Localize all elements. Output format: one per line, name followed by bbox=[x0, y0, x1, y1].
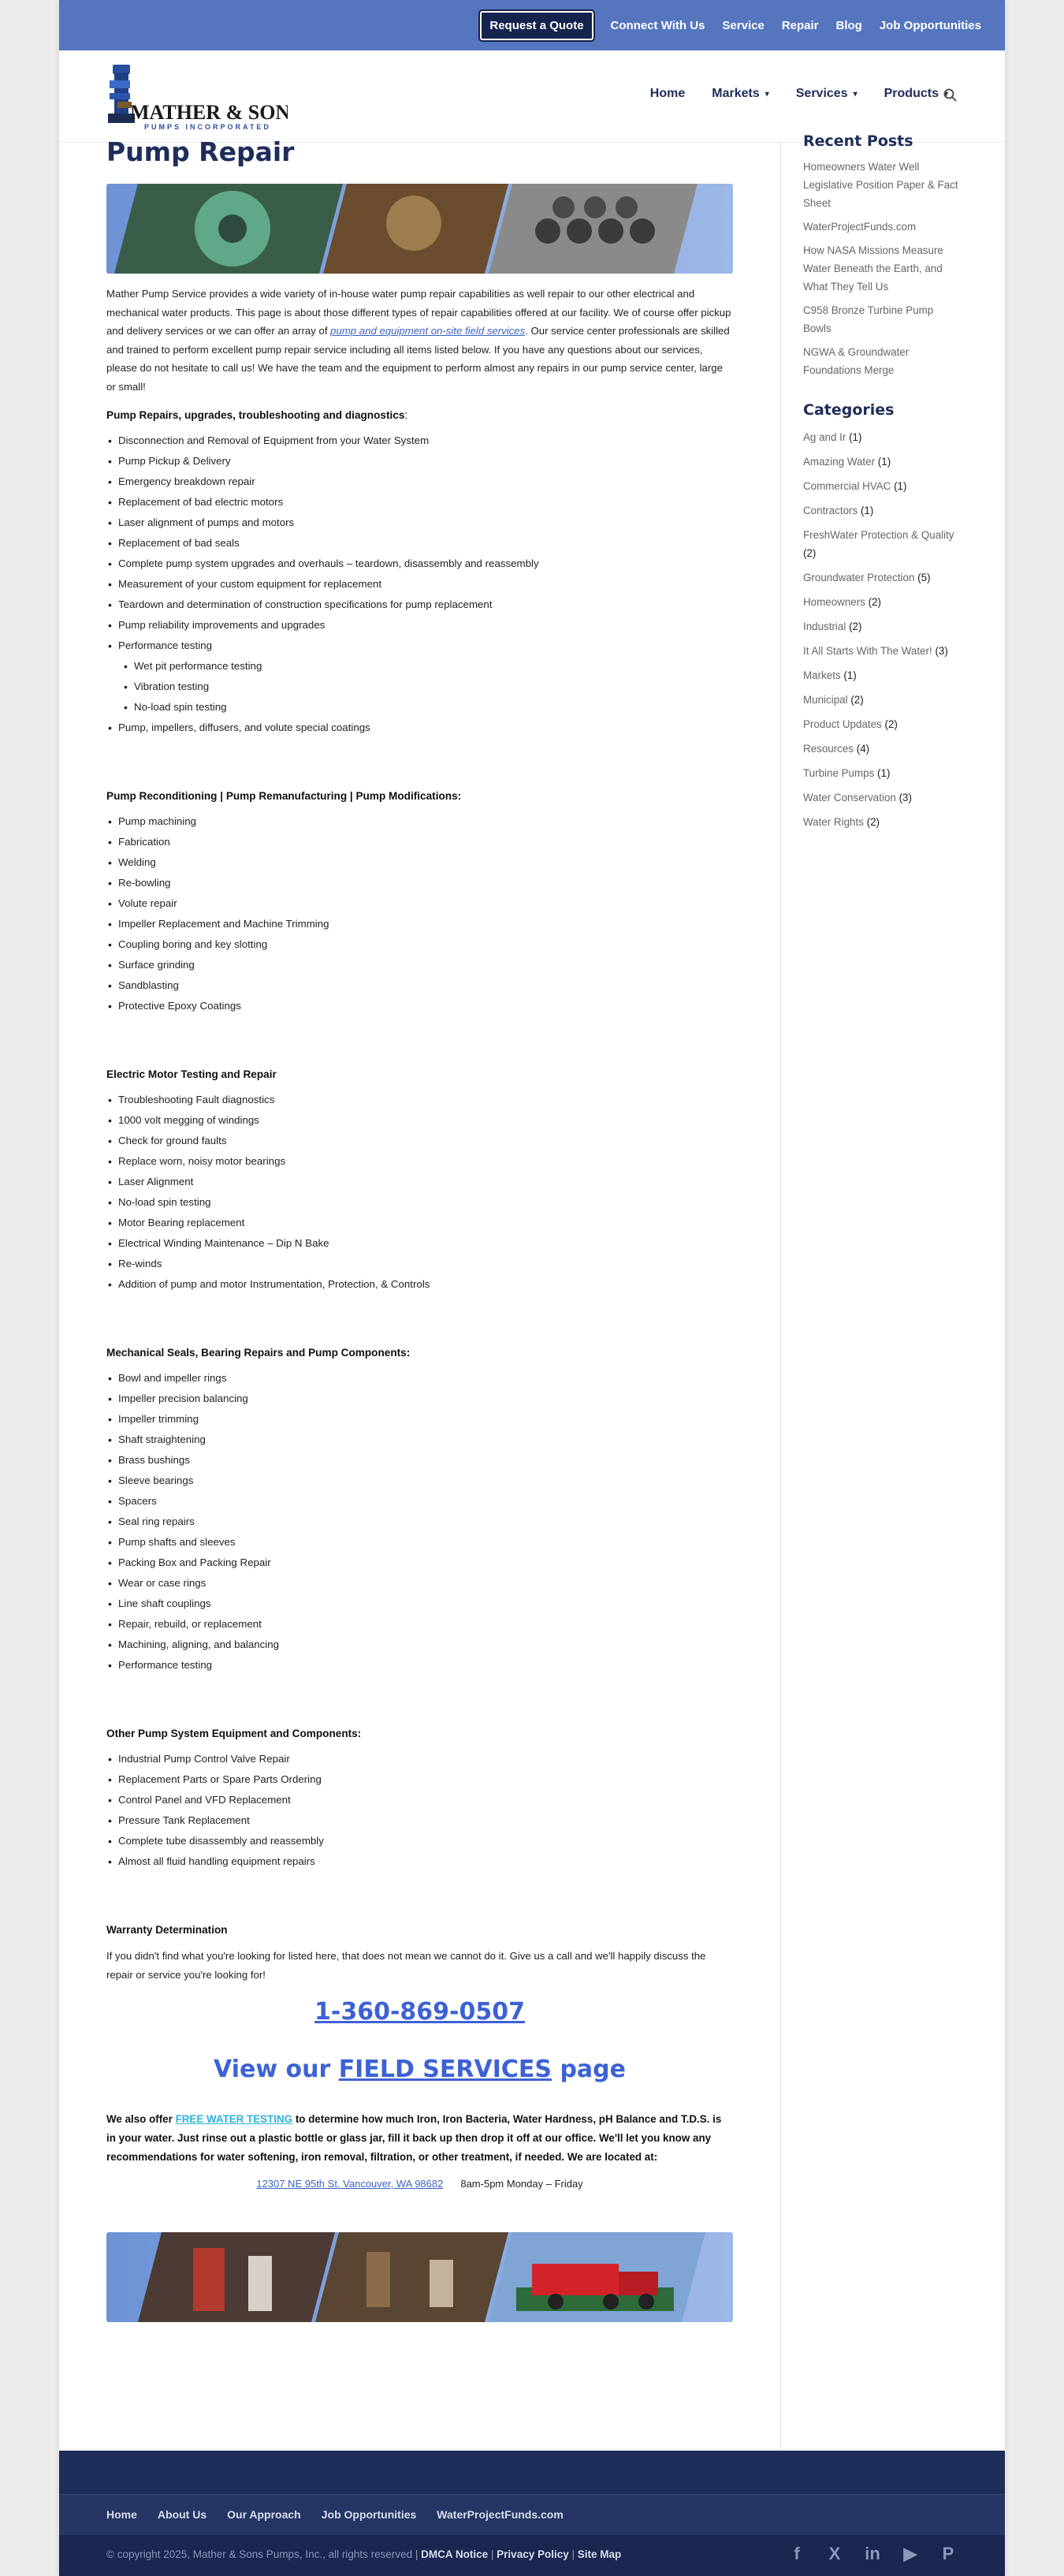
list-item: • Pump machining bbox=[118, 811, 733, 832]
list-item: • Industrial Pump Control Valve Repair bbox=[118, 1749, 733, 1769]
recent-posts-list bbox=[803, 158, 961, 379]
nav-services-label: Services bbox=[795, 87, 848, 100]
list-item: • Seal ring repairs bbox=[118, 1512, 733, 1532]
categories-title: Categories bbox=[803, 401, 895, 419]
category-item bbox=[803, 569, 961, 587]
repairs-heading-text: Pump Repairs, upgrades, troubleshooting and diagnostics bbox=[106, 409, 405, 421]
category-link[interactable]: Water Conservation bbox=[803, 792, 896, 803]
list-item: • Laser Alignment bbox=[118, 1172, 733, 1192]
category-count: (3) bbox=[935, 645, 948, 657]
footer-link-item bbox=[227, 2508, 301, 2522]
footer-link-about[interactable]: About Us bbox=[157, 2508, 207, 2521]
section-mech-heading: Mechanical Seals, Bearing Repairs and Pump Components: bbox=[106, 1347, 411, 1359]
category-link[interactable]: Water Rights bbox=[803, 816, 864, 828]
list-item: • Replacement of bad electric motors bbox=[118, 492, 733, 513]
fs-text-after: page bbox=[552, 2056, 626, 2083]
list-item: • Pump, impellers, diffusers, and volute special coatings bbox=[118, 718, 733, 738]
section-recond-heading: Pump Reconditioning | Pump Remanufacturing | Pump Modifications: bbox=[106, 790, 462, 802]
list-item: • Replacement of bad seals bbox=[118, 533, 733, 554]
category-link[interactable]: Commercial HVAC bbox=[803, 480, 891, 492]
copyright bbox=[106, 2548, 621, 2560]
category-count: (2) bbox=[866, 816, 880, 828]
list-item: • Control Panel and VFD Replacement bbox=[118, 1790, 733, 1810]
sub-list-item: • Wet pit performance testing bbox=[134, 656, 733, 677]
category-link[interactable]: Resources bbox=[803, 743, 854, 755]
banner-image-team bbox=[106, 2232, 733, 2322]
category-count: (1) bbox=[849, 431, 862, 443]
other-list bbox=[106, 1749, 733, 1872]
category-link[interactable]: Homeowners bbox=[803, 596, 865, 608]
phone-link[interactable]: 1-360-869-0507 bbox=[314, 1998, 525, 2026]
section-warranty-heading: Warranty Determination bbox=[106, 1924, 228, 1936]
page-wrapper bbox=[59, 0, 1005, 2576]
category-link[interactable]: Product Updates bbox=[803, 718, 882, 730]
list-item: • Check for ground faults bbox=[118, 1131, 733, 1151]
search-icon[interactable] bbox=[943, 88, 958, 103]
recond-list bbox=[106, 811, 733, 1016]
list-item: • Emergency breakdown repair bbox=[118, 472, 733, 492]
list-item: • Sleeve bearings bbox=[118, 1471, 733, 1491]
list-item: • Volute repair bbox=[118, 893, 733, 914]
footer-bottom-bar bbox=[59, 2535, 1005, 2576]
field-services-cta bbox=[106, 2056, 733, 2083]
list-item: • Teardown and determination of construction specifications for pump replacement bbox=[118, 595, 733, 615]
list-item: • Impeller trimming bbox=[118, 1409, 733, 1430]
phone-block bbox=[106, 1998, 733, 2026]
top-link-repair[interactable]: Repair bbox=[781, 18, 819, 32]
list-item: • Pump reliability improvements and upgrades bbox=[118, 615, 733, 636]
address-link[interactable]: 12307 NE 95th St. Vancouver, WA 98682 bbox=[256, 2178, 444, 2190]
intro-text-end: . Our service center professionals are skilled and trained to perform excellent pump repair service including all items listed below. If you have any questions about our services, please do not hesitate to call us! We have the team and the equipment to perform almost any repairs in our pump service center, large or small! bbox=[106, 325, 730, 393]
recent-posts-title: Recent Posts bbox=[803, 132, 913, 150]
footer-link-approach[interactable]: Our Approach bbox=[227, 2508, 301, 2521]
footer-link-item bbox=[158, 2508, 206, 2522]
section-motor-heading: Electric Motor Testing and Repair bbox=[106, 1068, 277, 1080]
category-count: (4) bbox=[856, 743, 870, 755]
chevron-down-icon: ▾ bbox=[765, 89, 769, 99]
category-item bbox=[803, 428, 961, 446]
categories-list bbox=[803, 428, 961, 831]
category-item bbox=[803, 526, 961, 562]
category-item bbox=[803, 477, 961, 495]
logo-text: MATHER & SONS bbox=[130, 101, 288, 124]
footer-widget-area bbox=[59, 2451, 1005, 2494]
top-nav bbox=[480, 0, 981, 50]
top-link-service[interactable]: Service bbox=[722, 18, 765, 32]
category-item bbox=[803, 813, 961, 831]
list-item: • Laser alignment of pumps and motors bbox=[118, 513, 733, 533]
nav-home[interactable] bbox=[650, 87, 685, 101]
intro-text-start: Mather Pump Service provides a wide variety of in-house water pump repair capabilities as well repair to our other electrical and mechanical water products. This page is about those different types of repair capabilities offered at our facility. We of course offer pickup and delivery services or we can offer an array of bbox=[106, 288, 731, 337]
category-item bbox=[803, 666, 961, 684]
footer-links bbox=[59, 2495, 1005, 2522]
fs-text-before: View our bbox=[214, 2056, 339, 2083]
site-header bbox=[59, 50, 1005, 143]
footer-link-jobs[interactable]: Job Opportunities bbox=[321, 2508, 417, 2521]
field-services-page-link[interactable]: FIELD SERVICES bbox=[338, 2056, 552, 2083]
nav-markets-label: Markets bbox=[712, 87, 760, 100]
category-count: (2) bbox=[803, 547, 817, 559]
list-item: • Impeller precision balancing bbox=[118, 1389, 733, 1409]
list-item: • Measurement of your custom equipment for replacement bbox=[118, 574, 733, 595]
top-link-connect[interactable]: Connect With Us bbox=[610, 18, 705, 32]
list-item: • Disconnection and Removal of Equipment from your Water System bbox=[118, 431, 733, 451]
performance-sublist bbox=[118, 656, 733, 718]
nav-products[interactable] bbox=[884, 87, 948, 101]
nav-markets[interactable] bbox=[712, 87, 769, 101]
main-content bbox=[106, 138, 733, 2322]
category-link[interactable]: Municipal bbox=[803, 694, 848, 706]
category-count: (1) bbox=[877, 767, 891, 779]
list-item: • Complete tube disassembly and reassembly bbox=[118, 1831, 733, 1851]
nav-products-label: Products bbox=[884, 87, 939, 100]
category-link[interactable]: FreshWater Protection & Quality bbox=[803, 529, 954, 541]
category-item bbox=[803, 788, 961, 807]
page-title: Pump Repair bbox=[106, 136, 295, 167]
privacy-label: Privacy Policy bbox=[497, 2548, 569, 2560]
category-link[interactable]: Amazing Water bbox=[803, 456, 876, 468]
recent-post-item[interactable] bbox=[803, 301, 961, 337]
top-bar bbox=[59, 0, 1005, 50]
list-item: • Spacers bbox=[118, 1491, 733, 1512]
list-item: • Surface grinding bbox=[118, 955, 733, 975]
list-item: • Brass bushings bbox=[118, 1450, 733, 1471]
pinterest-icon[interactable]: P bbox=[942, 2544, 954, 2563]
water-text-after: to determine how much Iron, Iron Bacteria, Water Hardness, pH Balance and T.D.S. is in your water. Just rinse out a plastic bottle or glass jar, fill it back up then drop it off at our office. We'll let you know any recommendations for water softening, iron removal, filtration, or other treatment, if needed. We are located at: bbox=[106, 2113, 722, 2163]
sub-list-item: • No-load spin testing bbox=[134, 697, 733, 718]
category-item bbox=[803, 501, 961, 520]
list-item: • Performance testing bbox=[118, 1655, 733, 1676]
category-item bbox=[803, 740, 961, 758]
list-item: • Re-winds bbox=[118, 1254, 733, 1274]
intro-paragraph bbox=[106, 285, 733, 396]
category-link[interactable]: Markets bbox=[803, 669, 841, 681]
repairs-heading-colon: : bbox=[404, 409, 408, 421]
category-item bbox=[803, 617, 961, 636]
water-testing-paragraph bbox=[106, 2110, 733, 2167]
section-repairs-heading bbox=[106, 407, 733, 424]
sitemap-link[interactable] bbox=[578, 2548, 622, 2560]
list-item: • Pump Pickup & Delivery bbox=[118, 451, 733, 472]
chevron-down-icon: ▾ bbox=[943, 89, 948, 99]
list-item: • Addition of pump and motor Instrumentation, Protection, & Controls bbox=[118, 1274, 733, 1295]
category-item bbox=[803, 642, 961, 660]
dmca-link[interactable] bbox=[421, 2548, 488, 2560]
recent-post-item[interactable] bbox=[803, 343, 961, 379]
list-item: • Fabrication bbox=[118, 832, 733, 852]
mech-list bbox=[106, 1368, 733, 1676]
logo-graphic bbox=[106, 58, 288, 133]
list-item: • Replacement Parts or Spare Parts Ordering bbox=[118, 1769, 733, 1790]
list-item: • Welding bbox=[118, 852, 733, 873]
list-item: • Sandblasting bbox=[118, 975, 733, 996]
category-count: (1) bbox=[843, 669, 857, 681]
category-count: (2) bbox=[849, 621, 862, 632]
category-item bbox=[803, 453, 961, 471]
list-item: • Wear or case rings bbox=[118, 1573, 733, 1594]
category-count: (1) bbox=[860, 505, 874, 516]
list-item: • Repair, rebuild, or replacement bbox=[118, 1614, 733, 1635]
category-link[interactable]: It All Starts With The Water! bbox=[803, 645, 932, 657]
facebook-icon[interactable]: f bbox=[794, 2544, 800, 2563]
copyright-text: © copyright 2025, Mather & Sons Pumps, Inc., all rights reserved | bbox=[106, 2548, 422, 2560]
recent-post-link[interactable]: WaterProjectFunds.com bbox=[803, 221, 917, 233]
nav-services[interactable] bbox=[796, 87, 858, 101]
category-count: (3) bbox=[898, 792, 912, 803]
list-item: • Troubleshooting Fault diagnostics bbox=[118, 1090, 733, 1110]
category-link[interactable]: Ag and Ir bbox=[803, 431, 846, 443]
category-count: (1) bbox=[894, 480, 907, 492]
footer-nav bbox=[59, 2494, 1005, 2535]
list-item: • Shaft straightening bbox=[118, 1430, 733, 1450]
category-link[interactable]: Turbine Pumps bbox=[803, 767, 875, 779]
request-quote-button[interactable]: Request a Quote bbox=[480, 11, 593, 40]
top-link-jobs[interactable]: Job Opportunities bbox=[879, 18, 981, 32]
list-item: • Electrical Winding Maintenance – Dip N Bake bbox=[118, 1233, 733, 1254]
list-item: • Impeller Replacement and Machine Trimming bbox=[118, 914, 733, 934]
category-count: (5) bbox=[917, 572, 931, 583]
list-item: • Almost all fluid handling equipment repairs bbox=[118, 1851, 733, 1872]
warranty-text: If you didn't find what you're looking for listed here, that does not mean we cannot do it. Give us a call and we'll happily discuss the repair or service you're looking for! bbox=[106, 1950, 706, 1981]
recent-post-item[interactable] bbox=[803, 158, 961, 212]
chevron-down-icon: ▾ bbox=[853, 89, 858, 99]
dmca-label: DMCA Notice bbox=[421, 2548, 489, 2560]
section-other-heading: Other Pump System Equipment and Components: bbox=[106, 1728, 362, 1739]
list-item: • Re-bowling bbox=[118, 873, 733, 893]
list-item-text: Performance testing bbox=[118, 639, 212, 651]
category-item bbox=[803, 691, 961, 709]
sitemap-label: Site Map bbox=[577, 2548, 622, 2560]
logo[interactable] bbox=[106, 58, 288, 133]
youtube-icon[interactable]: ▶ bbox=[903, 2544, 917, 2563]
sidebar-divider bbox=[780, 143, 781, 2449]
list-item: • Replace worn, noisy motor bearings bbox=[118, 1151, 733, 1172]
free-water-testing-link[interactable]: FREE WATER TESTING bbox=[175, 2113, 293, 2125]
business-hours: 8am-5pm Monday – Friday bbox=[460, 2178, 583, 2190]
recent-post-link[interactable]: C958 Bronze Turbine Pump Bowls bbox=[803, 304, 934, 334]
recent-post-link[interactable]: NGWA & Groundwater Foundations Merge bbox=[803, 346, 910, 376]
sub-list-item: • Vibration testing bbox=[134, 677, 733, 697]
sidebar bbox=[803, 132, 961, 837]
category-count: (2) bbox=[868, 596, 881, 608]
separator: | bbox=[568, 2548, 578, 2560]
list-item: • Coupling boring and key slotting bbox=[118, 934, 733, 955]
x-icon[interactable]: X bbox=[828, 2544, 841, 2563]
recent-post-link[interactable]: Homeowners Water Well Legislative Position Paper & Fact Sheet bbox=[803, 161, 958, 209]
svg-text:PUMPS INCORPORATED: PUMPS INCORPORATED bbox=[144, 123, 271, 131]
list-item: • Protective Epoxy Coatings bbox=[118, 996, 733, 1016]
address-line bbox=[106, 2178, 733, 2190]
category-link[interactable]: Groundwater Protection bbox=[803, 572, 915, 583]
list-item bbox=[118, 636, 733, 718]
top-link-blog[interactable]: Blog bbox=[835, 18, 862, 32]
recent-post-item[interactable] bbox=[803, 218, 961, 236]
footer-link-item bbox=[106, 2508, 137, 2522]
list-item: • No-load spin testing bbox=[118, 1192, 733, 1213]
category-item bbox=[803, 715, 961, 733]
category-item bbox=[803, 764, 961, 782]
category-count: (2) bbox=[850, 694, 864, 706]
linkedin-icon[interactable]: in bbox=[865, 2544, 880, 2563]
list-item: • Line shaft couplings bbox=[118, 1594, 733, 1614]
list-item: • Motor Bearing replacement bbox=[118, 1213, 733, 1233]
list-item: • Pressure Tank Replacement bbox=[118, 1810, 733, 1831]
list-item: • Packing Box and Packing Repair bbox=[118, 1553, 733, 1573]
social-links bbox=[787, 2544, 958, 2563]
footer-link-home[interactable]: Home bbox=[106, 2508, 137, 2521]
recent-post-item[interactable] bbox=[803, 241, 961, 296]
water-text-before: We also offer bbox=[106, 2113, 176, 2125]
list-item: • 1000 volt megging of windings bbox=[118, 1110, 733, 1131]
category-link[interactable]: Industrial bbox=[803, 621, 846, 632]
list-item: • Pump shafts and sleeves bbox=[118, 1532, 733, 1553]
category-count: (2) bbox=[884, 718, 898, 730]
nav-home-label: Home bbox=[649, 87, 686, 100]
list-item: • Complete pump system upgrades and overhauls – teardown, disassembly and reassembly bbox=[118, 554, 733, 574]
list-item: • Machining, aligning, and balancing bbox=[118, 1635, 733, 1655]
separator: | bbox=[488, 2548, 497, 2560]
footer-link-item bbox=[322, 2508, 417, 2522]
category-link[interactable]: Contractors bbox=[803, 505, 858, 516]
motor-list bbox=[106, 1090, 733, 1295]
banner-image-parts bbox=[106, 184, 733, 274]
repairs-list bbox=[106, 431, 733, 738]
privacy-link[interactable] bbox=[497, 2548, 569, 2560]
category-count: (1) bbox=[877, 456, 891, 468]
recent-post-link[interactable]: How NASA Missions Measure Water Beneath the Earth, and What They Tell Us bbox=[803, 244, 943, 293]
list-item: • Bowl and impeller rings bbox=[118, 1368, 733, 1389]
main-nav bbox=[650, 87, 948, 101]
footer-link-item bbox=[437, 2508, 564, 2522]
field-services-link[interactable]: pump and equipment on-site field services bbox=[330, 325, 526, 337]
category-item bbox=[803, 593, 961, 611]
footer-link-waterprojectfunds[interactable]: WaterProjectFunds.com bbox=[437, 2508, 564, 2521]
